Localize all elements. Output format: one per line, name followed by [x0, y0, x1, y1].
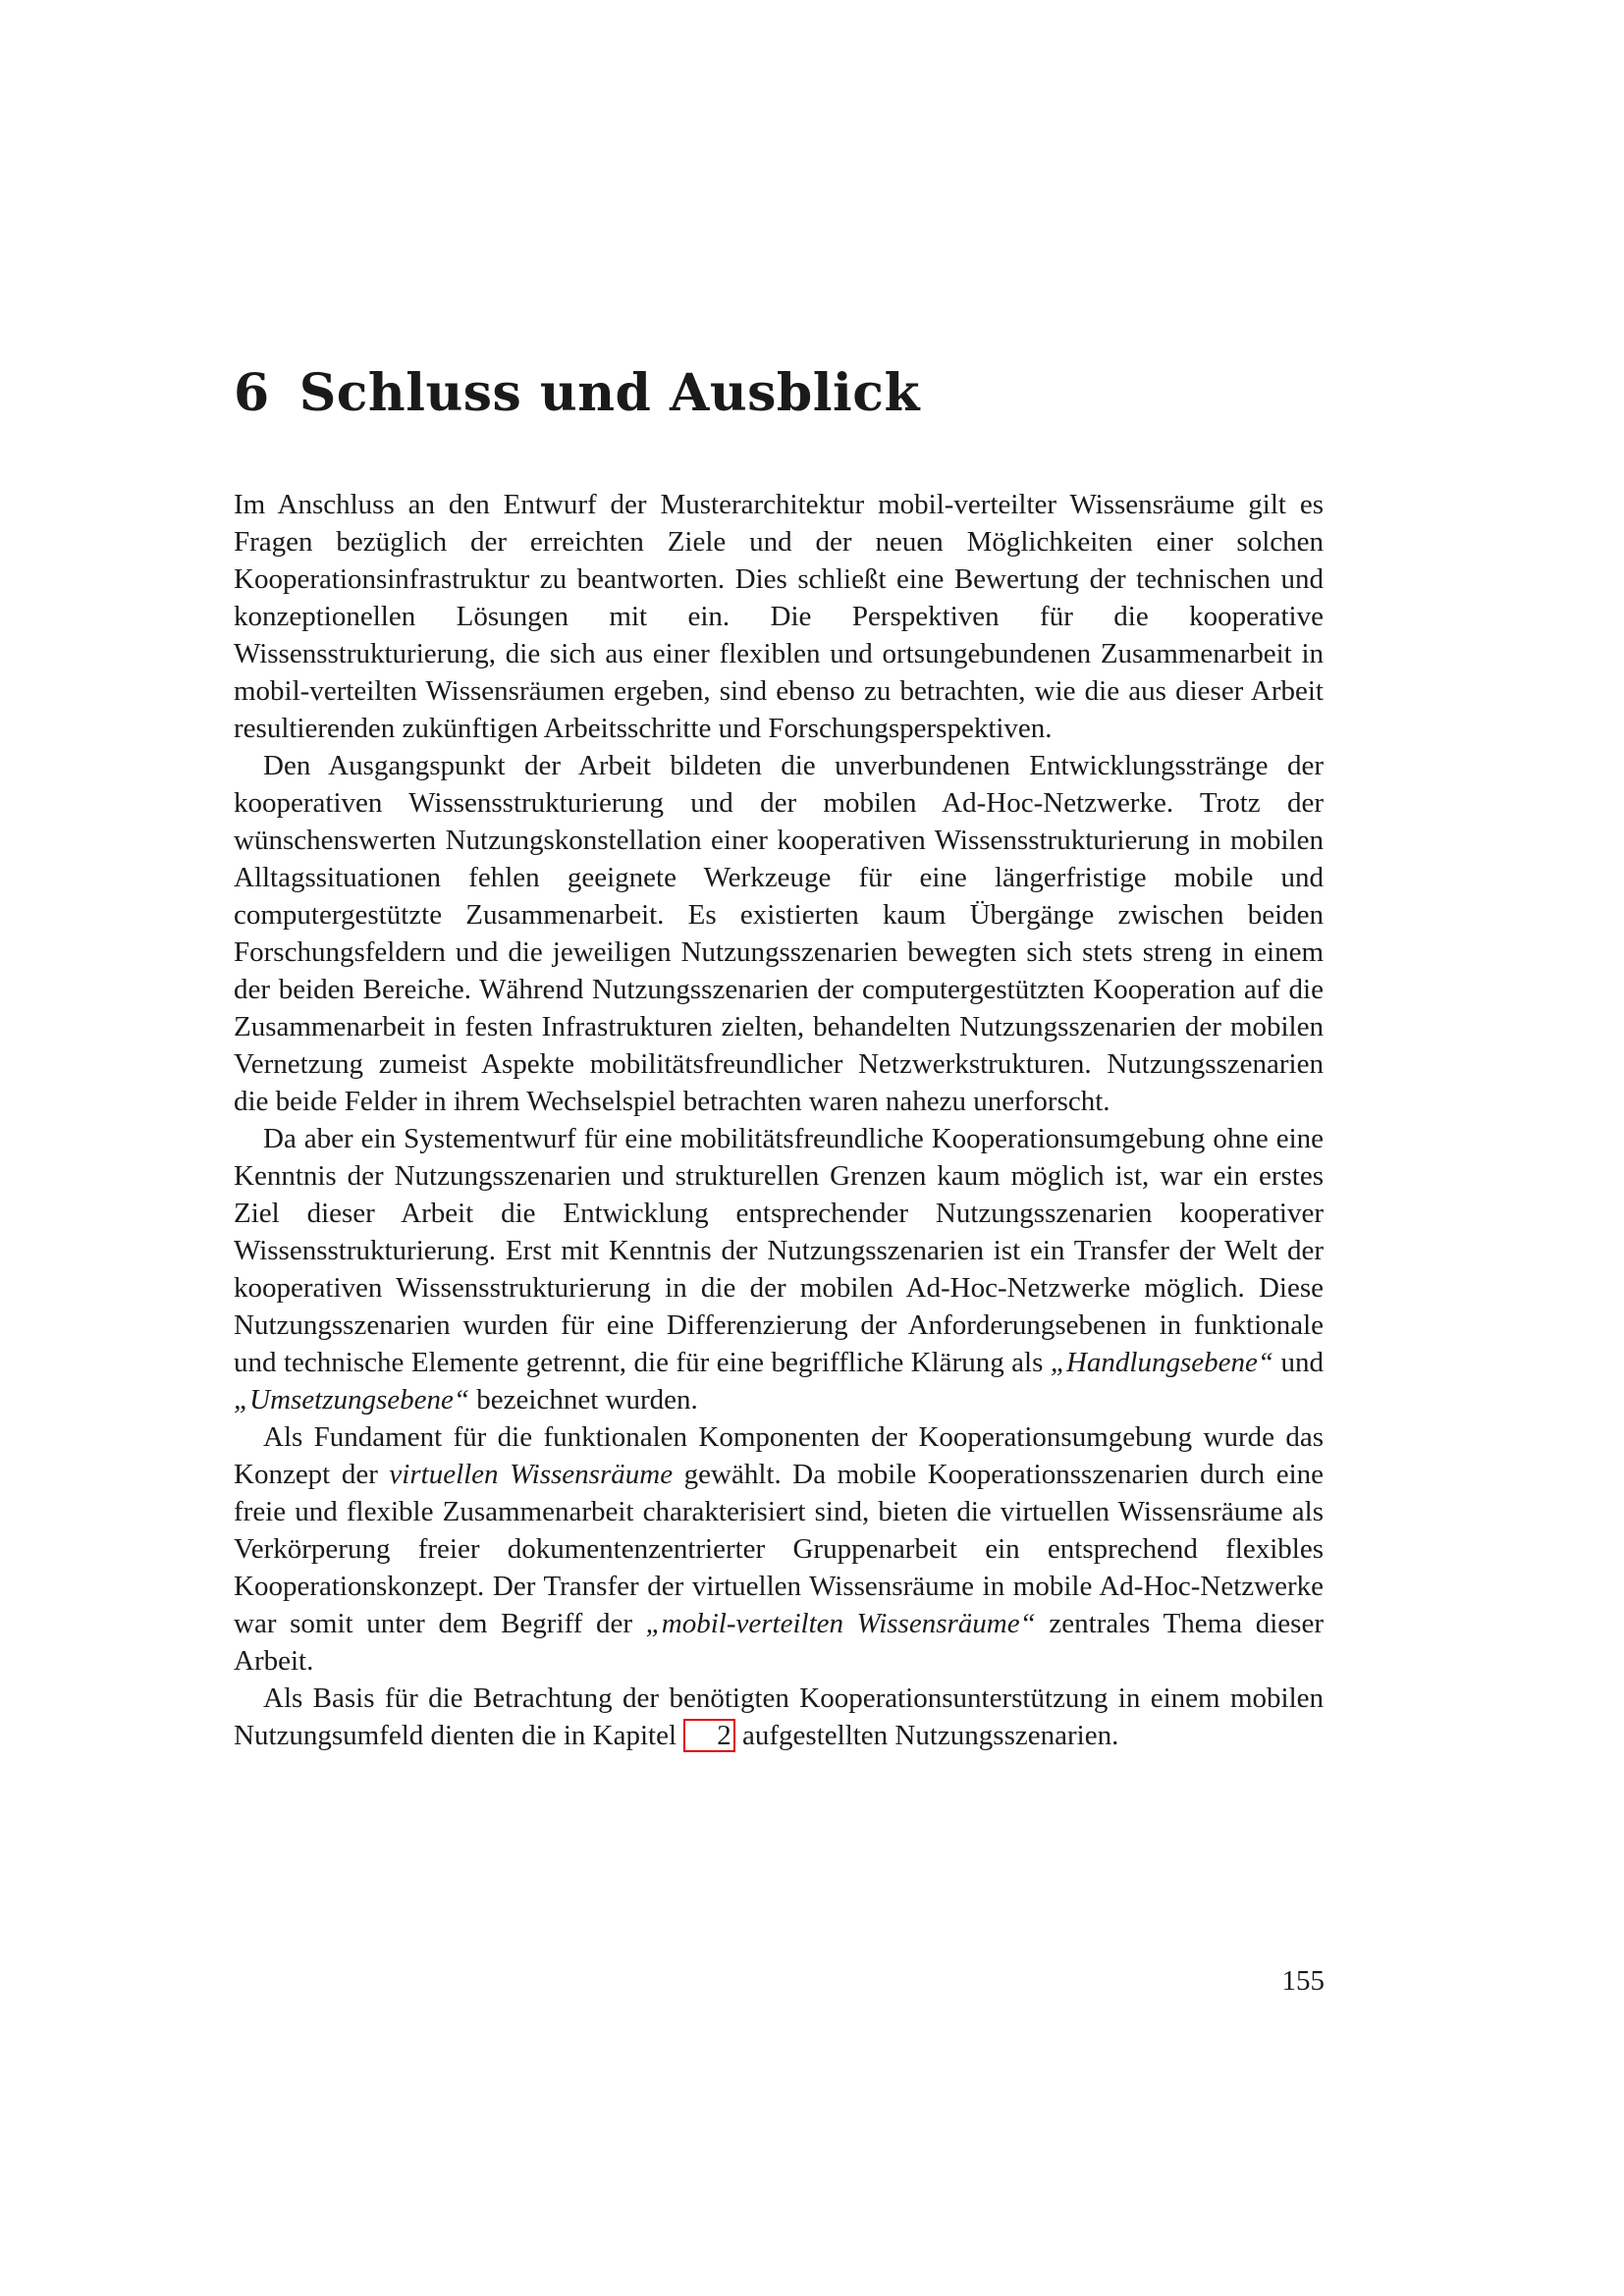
- paragraph-5: [234, 1680, 1324, 1754]
- paragraph-4-text-mid: gewählt. Da mobile Kooperationsszenarien durch eine freie und flexible Zusammenarbeit charakterisiert sind, bieten die virtuellen Wissensräume als Verkörperung freier dokumentenzentrierter Gruppenarbeit ein entsprechend flexibles Kooperationskonzept. Der Transfer der virtuellen Wissensräume in mobile Ad-Hoc-Netzwerke war somit unter dem Begriff der: [234, 1459, 1324, 1639]
- paragraph-4-text-after: zentrales Thema dieser Arbeit.: [234, 1608, 1324, 1677]
- term-umsetzungsebene: „Umsetzungsebene“: [234, 1384, 470, 1415]
- paragraph-1: Im Anschluss an den Entwurf der Musterarchitektur mobil-verteilter Wissensräume gilt es Fragen bezüglich der erreichten Ziele und der neuen Möglichkeiten einer solchen Kooperationsinfrastruktur zu beantworten. Dies schließt eine Bewertung der technischen und konzeptionellen Lösungen mit ein. Die Perspektiven für die kooperative Wissensstrukturierung, die sich aus einer flexiblen und ortsungebundenen Zusammenarbeit in mobil-verteilten Wissensräumen ergeben, sind ebenso zu betrachten, wie die aus dieser Arbeit resultierenden zukünftigen Arbeitsschritte und Forschungsperspektiven.: [234, 489, 1324, 744]
- body-text: [234, 486, 1324, 1754]
- paragraph-3-text-after: bezeichnet wurden.: [469, 1384, 698, 1415]
- paragraph-3: [234, 1120, 1324, 1418]
- paragraph-4-text-before: Als Fundament für die funktionalen Komponenten der Kooperationsumgebung wurde das Konzept der: [234, 1421, 1324, 1490]
- paragraph-5-text-before: Als Basis für die Betrachtung der benötigten Kooperationsunterstützung in einem mobilen Nutzungsumfeld dienten die in Kapitel: [234, 1682, 1324, 1751]
- chapter-heading: [234, 361, 920, 426]
- term-mobil-verteilte-wissensraeume: „mobil-verteilten Wissensräume“: [645, 1608, 1036, 1639]
- chapter-title: Schluss und Ausblick: [298, 363, 920, 423]
- page-number: 155: [1281, 1965, 1325, 1997]
- chapter-number: 6: [234, 363, 270, 423]
- chapter-reference-link[interactable]: 2: [683, 1719, 735, 1752]
- term-handlungsebene: „Handlungsebene“: [1050, 1347, 1274, 1378]
- paragraph-3-text-mid: und: [1273, 1347, 1324, 1378]
- paragraph-2: Den Ausgangspunkt der Arbeit bildeten die unverbundenen Entwicklungsstränge der kooperativen Wissensstrukturierung und der mobilen Ad-Hoc-Netzwerke. Trotz der wünschenswerten Nutzungskonstellation einer kooperativen Wissensstrukturierung in mobilen Alltagssituationen fehlen geeignete Werkzeuge für eine längerfristige mobile und computergestützte Zusammenarbeit. Es existierten kaum Übergänge zwischen beiden Forschungsfeldern und die jeweiligen Nutzungsszenarien bewegten sich stets streng in einem der beiden Bereiche. Während Nutzungsszenarien der computergestützten Kooperation auf die Zusammenarbeit in festen Infrastrukturen zielten, behandelten Nutzungsszenarien der mobilen Vernetzung zumeist Aspekte mobilitätsfreundlicher Netzwerkstrukturen. Nutzungsszenarien die beide Felder in ihrem Wechselspiel betrachten waren nahezu unerforscht.: [234, 750, 1324, 1117]
- paragraph-5-text-after: aufgestellten Nutzungsszenarien.: [734, 1720, 1119, 1751]
- paragraph-4: [234, 1418, 1324, 1680]
- term-virtuelle-wissensraeume: virtuellen Wissensräume: [389, 1459, 674, 1490]
- paragraph-3-text-before: Da aber ein Systementwurf für eine mobilitätsfreundliche Kooperationsumgebung ohne eine Kenntnis der Nutzungsszenarien und strukturellen Grenzen kaum möglich ist, war ein erstes Ziel dieser Arbeit die Entwicklung entsprechender Nutzungsszenarien kooperativer Wissensstrukturierung. Erst mit Kenntnis der Nutzungsszenarien ist ein Transfer der Welt der kooperativen Wissensstrukturierung in die der mobilen Ad-Hoc-Netzwerke möglich. Diese Nutzungsszenarien wurden für eine Differenzierung der Anforderungsebenen in funktionale und technische Elemente getrennt, die für eine begriffliche Klärung als: [234, 1123, 1324, 1378]
